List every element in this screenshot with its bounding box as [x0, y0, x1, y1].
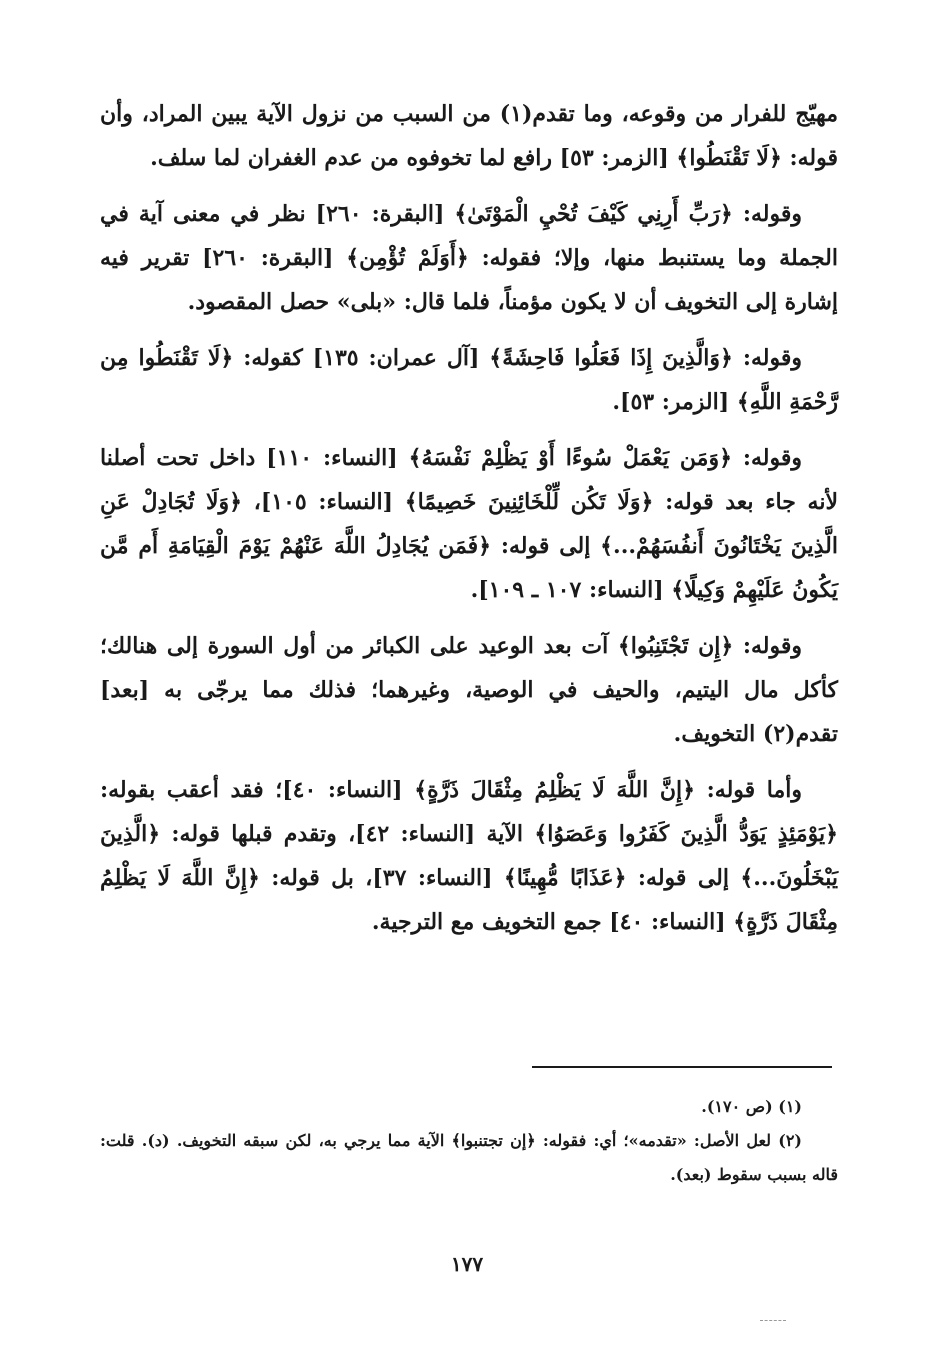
- paragraph-6: وأما قوله: ﴿إِنَّ اللَّهَ لَا يَظْلِمُ مِثْقَالَ ذَرَّةٍ﴾ [النساء: ٤٠]؛ فقد أعقب بقوله: ﴿يَوْمَئِذٍ يَوَدُّ الَّذِينَ كَفَرُوا وَعَصَوُا﴾ الآية [النساء: ٤٢]، وتقدم قبلها قوله: ﴿الَّذِينَ يَبْخَلُونَ...﴾ إلى قوله: ﴿عَذَابًا مُّهِينًا﴾ [النساء: ٣٧]، بل قوله: ﴿إِنَّ اللَّهَ لَا يَظْلِمُ مِثْقَالَ ذَرَّةٍ﴾ [النساء: ٤٠] جمع التخويف مع الترجية.: [100, 777, 838, 935]
- paragraph-1: مهيّج للفرار من وقوعه، وما تقدم(١) من السبب من نزول الآية يبين المراد، وأن قوله: ﴿لَا تَقْنَطُوا﴾ [الزمر: ٥٣] رافع لما تخوفوه من عدم الغفران لما سلف.: [100, 101, 838, 171]
- paragraph-3: وقوله: ﴿وَالَّذِينَ إِذَا فَعَلُوا فَاحِشَةً﴾ [آل عمران: ١٣٥] كقوله: ﴿لَا تَقْنَطُوا مِن رَّحْمَةِ اللَّهِ﴾ [الزمر: ٥٣].: [100, 345, 838, 415]
- footnote-separator: [532, 1066, 832, 1068]
- scan-mark: [760, 1320, 786, 1321]
- paragraph-2: وقوله: ﴿رَبِّ أَرِنِي كَيْفَ تُحْيِ الْمَوْتَىٰ﴾ [البقرة: ٢٦٠] نظر في معنى آية في الجملة وما يستنبط منها، وإلا؛ فقوله: ﴿أَوَلَمْ تُؤْمِن﴾ [البقرة: ٢٦٠] تقرير فيه إشارة إلى التخويف أن لا يكون مؤمناً، فلما قال: «بلى» حصل المقصود.: [100, 201, 838, 315]
- footnotes: [100, 1090, 838, 1192]
- paragraph-4: وقوله: ﴿وَمَن يَعْمَلْ سُوءًا أَوْ يَظْلِمْ نَفْسَهُ﴾ [النساء: ١١٠] داخل تحت أصلنا لأنه جاء بعد قوله: ﴿وَلَا تَكُن لِّلْخَائِنِينَ خَصِيمًا﴾ [النساء: ١٠٥]، ﴿وَلَا تُجَادِلْ عَنِ الَّذِينَ يَخْتَانُونَ أَنفُسَهُمْ...﴾ إلى قوله: ﴿فَمَن يُجَادِلُ اللَّهَ عَنْهُمْ يَوْمَ الْقِيَامَةِ أَم مَّن يَكُونُ عَلَيْهِمْ وَكِيلًا﴾ [النساء: ١٠٧ ـ ١٠٩].: [100, 445, 838, 603]
- page-number: ١٧٧: [450, 1252, 484, 1276]
- footnote-1: (١) (ص ١٧٠).: [701, 1097, 802, 1116]
- main-text: [100, 92, 838, 956]
- paragraph-5: وقوله: ﴿إِن تَجْتَنِبُوا﴾ آت بعد الوعيد على الكبائر من أول السورة إلى هنالك؛ كأكل مال اليتيم، والحيف في الوصية، وغيرهما؛ فذلك مما يرجّى به [بعد] تقدم(٢) التخويف.: [100, 633, 838, 747]
- footnote-2: (٢) لعل الأصل: «تقدمه»؛ أي: فقوله: ﴿إن تجتنبوا﴾ الآية مما يرجي به، لكن سبقه التخويف. (د). قلت: قاله بسبب سقوط (بعد).: [100, 1131, 838, 1184]
